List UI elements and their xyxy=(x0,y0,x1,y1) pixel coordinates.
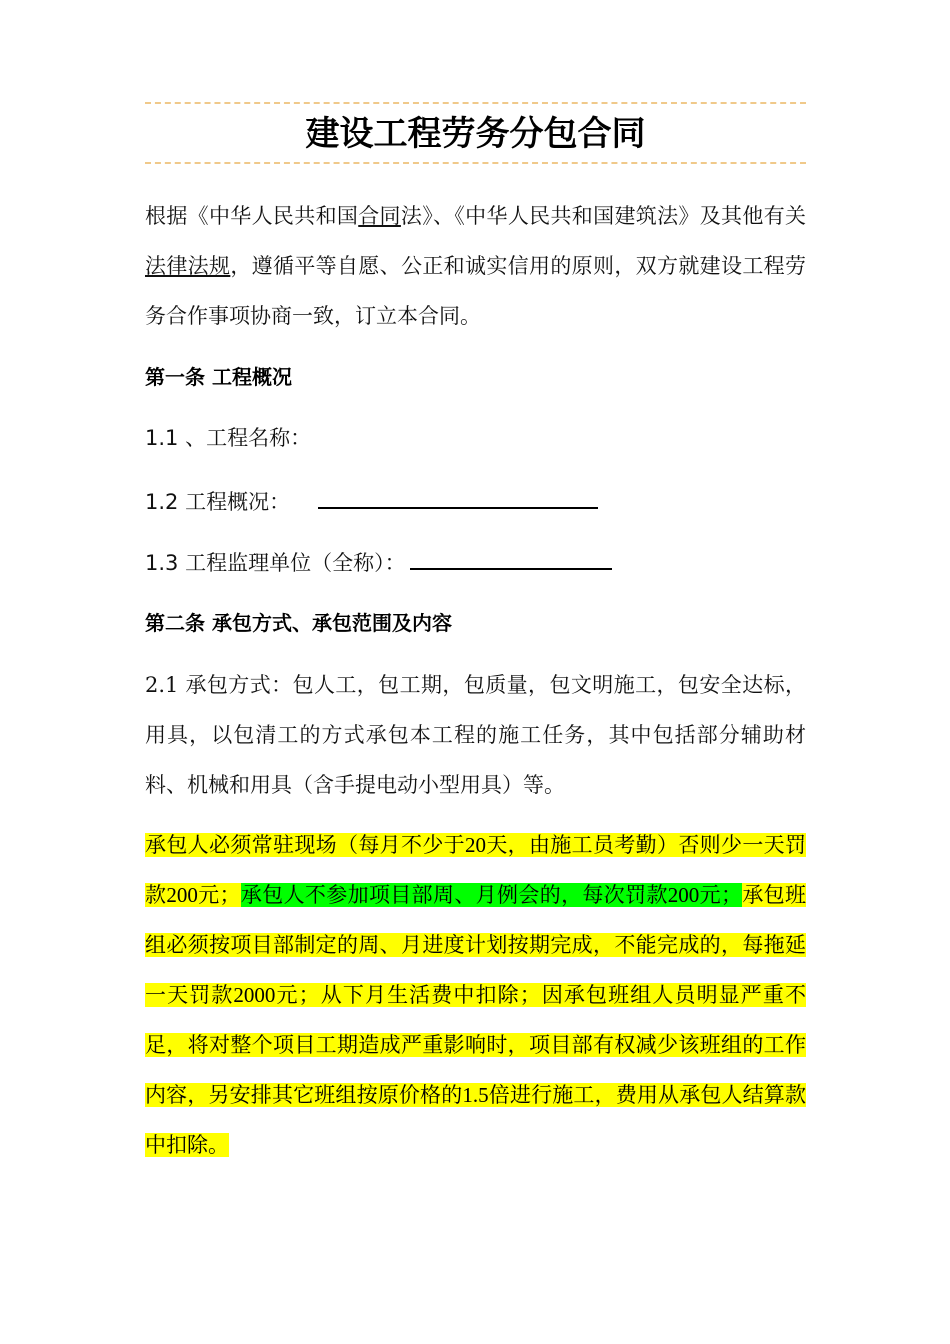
intro-paragraph xyxy=(145,191,806,341)
highlighted-penalty-paragraph xyxy=(145,820,806,1170)
project-overview-field xyxy=(145,485,598,517)
laws-regulations-link[interactable]: 法律法规 xyxy=(145,254,231,278)
title-rule-bottom xyxy=(145,162,806,164)
intro-text-1: 根据《中华人民共和国 xyxy=(145,204,359,228)
attendance-penalty-text: 承包人必须常驻现场（每月不少于20天，由施工员考勤）否则少一天罚款200元； xyxy=(145,833,806,907)
project-overview-label: 1.2 工程概况： xyxy=(145,490,291,514)
supervision-unit-field xyxy=(145,546,612,578)
intro-text-3: ，遵循平等自愿、公正和诚实信用的原则，双方就建设工程劳务合作事项协商一致，订立本合同。 xyxy=(145,254,807,328)
contract-method-paragraph: 2.1 承包方式：包人工，包工期，包质量，包文明施工，包安全达标，用具，以包清工的方式承包本工程的施工任务，其中包括部分辅助材料、机械和用具（含手提电动小型用具）等。 xyxy=(145,673,806,797)
schedule-penalty-text: 承包班组必须按项目部制定的周、月进度计划按期完成，不能完成的，每拖延一天罚款2000元；从下月生活费中扣除；因承包班组人员明显严重不足，将对整个项目工期造成严重影响时，项目部有权减少该班组的工作内容，另安排其它班组按原价格的1.5倍进行施工，费用从承包人结算款中扣除。 xyxy=(145,883,807,1157)
supervision-unit-label: 1.3 工程监理单位（全称）： xyxy=(145,551,406,575)
title-rule-top xyxy=(145,102,806,104)
page-title: 建设工程劳务分包合同 xyxy=(305,114,646,154)
intro-text-2: 法》、《中华人民共和国建筑法》及其他有关 xyxy=(400,204,807,228)
contract-law-link[interactable]: 合同 xyxy=(358,204,401,228)
project-name-field xyxy=(145,423,311,453)
article1-heading: 第一条 工程概况 xyxy=(145,365,292,389)
supervision-unit-blank[interactable] xyxy=(410,546,612,570)
project-overview-blank[interactable] xyxy=(318,485,598,509)
meeting-penalty-text: 承包人不参加项目部周、月例会的，每次罚款200元； xyxy=(240,883,742,907)
project-name-label: 1.1 、工程名称： xyxy=(145,426,312,450)
article2-heading: 第二条 承包方式、承包范围及内容 xyxy=(145,611,452,635)
